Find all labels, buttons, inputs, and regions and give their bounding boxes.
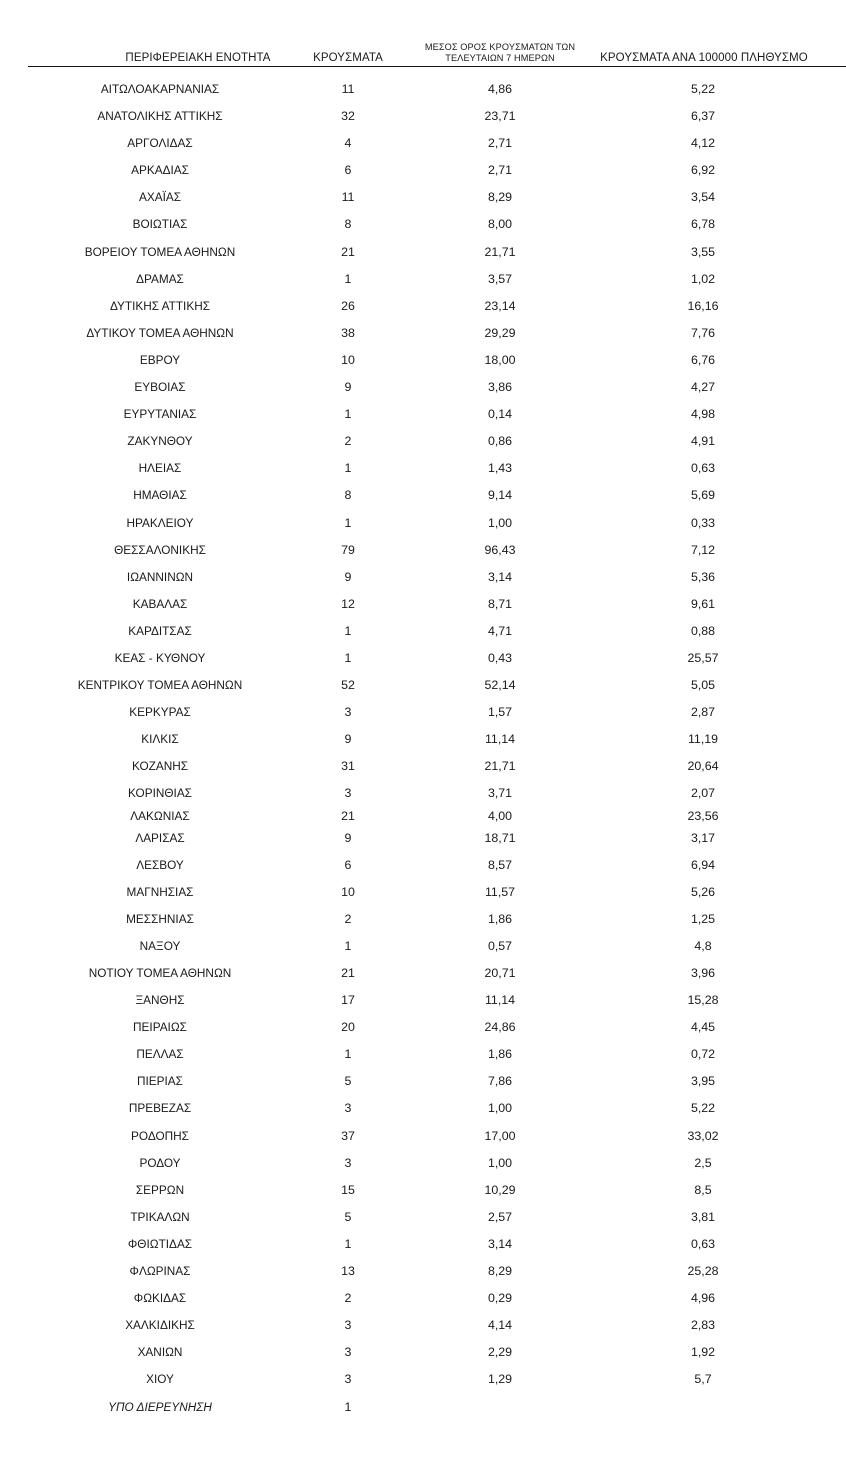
cell-region: ΠΕΙΡΑΙΩΣ (133, 1020, 187, 1035)
table-row (0, 645, 846, 672)
table-row (0, 933, 846, 960)
cell-region: ΔΥΤΙΚΗΣ ΑΤΤΙΚΗΣ (109, 298, 211, 313)
cell-avg7: 4,00 (487, 808, 513, 823)
table-row (0, 1258, 846, 1285)
cell-region: ΚΟΖΑΝΗΣ (131, 759, 189, 774)
cell-region: ΦΘΙΩΤΙΔΑΣ (127, 1236, 193, 1251)
table-body (0, 76, 846, 1421)
table-row (0, 239, 846, 266)
cell-region: ΛΑΚΩΝΙΑΣ (130, 808, 190, 823)
cell-avg7: 29,29 (484, 325, 516, 340)
table-row (0, 960, 846, 987)
cell-cases: 9 (344, 380, 352, 395)
cell-region: ΦΩΚΙΔΑΣ (133, 1291, 187, 1306)
cell-cases: 37 (341, 1128, 355, 1143)
cell-cases: 10 (341, 352, 355, 367)
cell-per100k: 15,28 (687, 993, 719, 1008)
cell-per100k: 3,17 (690, 830, 716, 845)
cell-cases: 21 (341, 244, 355, 259)
cell-per100k: 4,27 (690, 380, 716, 395)
cell-avg7: 18,00 (484, 352, 516, 367)
cell-region: ΕΥΒΟΙΑΣ (134, 380, 186, 395)
cell-avg7: 2,29 (487, 1345, 513, 1360)
table-row (0, 1231, 846, 1258)
cell-avg7: 3,14 (487, 1236, 513, 1251)
cell-cases: 2 (344, 911, 352, 926)
cell-region: ΠΡΕΒΕΖΑΣ (128, 1101, 192, 1116)
table-row (0, 591, 846, 618)
table-row (0, 699, 846, 726)
cell-region: ΦΛΩΡΙΝΑΣ (129, 1264, 191, 1279)
table-row (0, 1150, 846, 1177)
cell-avg7: 1,86 (487, 911, 513, 926)
table-row (0, 211, 846, 238)
cell-per100k: 9,61 (690, 596, 716, 611)
cell-avg7: 8,71 (487, 596, 513, 611)
cell-cases: 10 (341, 884, 355, 899)
table-row (0, 455, 846, 482)
cell-cases: 1 (344, 650, 352, 665)
header-region: ΠΕΡΙΦΕΡΕΙΑΚΗ ΕΝΟΤΗΤΑ (125, 52, 271, 64)
table-row (0, 157, 846, 184)
cell-cases: 32 (341, 109, 355, 124)
cell-region: ΚΕΡΚΥΡΑΣ (129, 705, 191, 720)
cell-avg7: 1,29 (487, 1372, 513, 1387)
cell-cases: 21 (341, 966, 355, 980)
cell-avg7: 21,71 (484, 244, 516, 259)
cell-avg7: 20,71 (484, 966, 516, 980)
table-row (0, 618, 846, 645)
cell-cases: 3 (344, 705, 352, 720)
table-row (0, 76, 846, 103)
cell-cases: 3 (344, 1155, 352, 1170)
table-row (0, 374, 846, 401)
cell-cases: 4 (344, 136, 352, 151)
cell-per100k: 11,19 (687, 732, 719, 747)
cell-per100k: 4,12 (690, 136, 716, 151)
cell-region: ΕΥΡΥΤΑΝΙΑΣ (123, 407, 197, 422)
cell-cases: 6 (344, 163, 352, 178)
cell-region: ΠΙΕΡΙΑΣ (137, 1074, 183, 1089)
cell-per100k: 5,22 (690, 82, 716, 96)
cell-region: ΝΑΞΟΥ (139, 938, 181, 953)
cell-avg7: 3,71 (487, 786, 513, 801)
cell-cases: 52 (341, 678, 355, 693)
cell-per100k: 1,92 (690, 1345, 716, 1360)
table-header (28, 38, 846, 67)
cell-region: ΗΡΑΚΛΕΙΟΥ (126, 515, 194, 530)
cell-avg7: 96,43 (484, 542, 516, 557)
cell-cases: 8 (344, 217, 352, 232)
cell-avg7: 1,43 (487, 461, 513, 476)
cell-avg7: 0,86 (487, 434, 513, 449)
cell-region: ΛΑΡΙΣΑΣ (135, 830, 185, 845)
cell-region: ΣΕΡΡΩΝ (135, 1182, 185, 1197)
cell-region: ΚΟΡΙΝΘΙΑΣ (128, 786, 192, 801)
cell-avg7: 8,00 (487, 217, 513, 232)
table-row (0, 130, 846, 157)
cell-cases: 1 (344, 938, 352, 953)
cell-region: ΧΙΟΥ (146, 1372, 174, 1387)
cell-avg7: 4,71 (487, 623, 513, 638)
cell-per100k: 3,95 (690, 1074, 716, 1089)
cell-region: ΝΟΤΙΟΥ ΤΟΜΕΑ ΑΘΗΝΩΝ (88, 966, 232, 980)
cell-per100k: 2,5 (694, 1155, 712, 1170)
cell-avg7: 8,57 (487, 857, 513, 872)
cell-cases: 2 (344, 434, 352, 449)
cell-per100k: 3,54 (690, 190, 716, 205)
cell-per100k: 0,63 (690, 1236, 716, 1251)
cell-avg7: 24,86 (484, 1020, 516, 1035)
cell-avg7: 7,86 (487, 1074, 513, 1089)
cell-region: ΗΜΑΘΙΑΣ (133, 488, 187, 503)
cell-per100k: 2,07 (690, 786, 716, 801)
cell-region: ΙΩΑΝΝΙΝΩΝ (126, 569, 194, 584)
cell-cases: 1 (344, 1399, 352, 1414)
cell-cases: 1 (344, 1236, 352, 1251)
cell-avg7: 3,14 (487, 569, 513, 584)
cell-region: ΛΕΣΒΟΥ (136, 857, 184, 872)
cell-cases: 31 (341, 759, 355, 774)
cell-cases: 21 (341, 808, 355, 823)
table-row (0, 672, 846, 699)
cell-region: ΑΡΓΟΛΙΔΑΣ (127, 136, 193, 151)
cell-cases: 9 (344, 732, 352, 747)
cell-cases: 5 (344, 1074, 352, 1089)
cell-cases: 9 (344, 569, 352, 584)
cell-avg7: 4,14 (487, 1318, 513, 1333)
table-row (0, 347, 846, 374)
table-row (0, 1041, 846, 1068)
cell-region: ΚΙΛΚΙΣ (141, 732, 179, 747)
cell-per100k: 4,91 (690, 434, 716, 449)
cell-region: ΡΟΔΟΠΗΣ (131, 1128, 189, 1143)
cell-cases: 1 (344, 1047, 352, 1062)
table-row (0, 320, 846, 347)
table-row (0, 1123, 846, 1150)
cell-per100k: 5,22 (690, 1101, 716, 1116)
cell-per100k: 5,7 (694, 1372, 712, 1387)
cell-region: ΑΡΚΑΔΙΑΣ (131, 163, 189, 178)
cell-region: ΡΟΔΟΥ (139, 1155, 181, 1170)
cell-region: ΠΕΛΛΑΣ (136, 1047, 184, 1062)
table-row (0, 906, 846, 933)
cell-per100k: 20,64 (687, 759, 719, 774)
cell-region: ΧΑΝΙΩΝ (137, 1345, 183, 1360)
cell-avg7: 9,14 (487, 488, 513, 503)
header-avg7-line2: ΤΕΛΕΥΤΑΙΩΝ 7 ΗΜΕΡΩΝ (445, 53, 555, 63)
cell-per100k: 5,05 (690, 678, 716, 693)
header-avg7-line1: ΜΕΣΟΣ ΟΡΟΣ ΚΡΟΥΣΜΑΤΩΝ ΤΩΝ (424, 42, 576, 52)
table-row (0, 266, 846, 293)
cell-avg7: 3,57 (487, 271, 513, 286)
cell-cases: 17 (341, 993, 355, 1008)
cell-avg7: 3,86 (487, 380, 513, 395)
cell-avg7: 1,86 (487, 1047, 513, 1062)
cell-region: ΗΛΕΙΑΣ (138, 461, 182, 476)
table-row (0, 825, 846, 852)
cell-avg7: 1,00 (487, 515, 513, 530)
cell-avg7: 4,86 (487, 82, 513, 96)
cell-per100k: 0,63 (690, 461, 716, 476)
cell-per100k: 4,96 (690, 1291, 716, 1306)
cell-cases: 6 (344, 857, 352, 872)
table-row (0, 1014, 846, 1041)
cell-cases: 2 (344, 1291, 352, 1306)
table-row (0, 428, 846, 455)
cell-cases: 12 (341, 596, 355, 611)
cell-avg7: 0,29 (487, 1291, 513, 1306)
cell-per100k: 4,98 (690, 407, 716, 422)
cell-avg7: 10,29 (484, 1182, 516, 1197)
cell-region: ΖΑΚΥΝΘΟΥ (127, 434, 193, 449)
cell-cases: 5 (344, 1209, 352, 1224)
cell-per100k: 2,87 (690, 705, 716, 720)
cell-region: ΚΕΑΣ - ΚΥΘΝΟΥ (114, 650, 206, 665)
cell-region: ΒΟΡΕΙΟΥ ΤΟΜΕΑ ΑΘΗΝΩΝ (84, 244, 236, 259)
cell-region: ΔΥΤΙΚΟΥ ΤΟΜΕΑ ΑΘΗΝΩΝ (86, 325, 234, 340)
cell-region: ΞΑΝΘΗΣ (135, 993, 185, 1008)
cell-avg7: 8,29 (487, 1264, 513, 1279)
cell-avg7: 1,00 (487, 1155, 513, 1170)
cell-avg7: 18,71 (484, 830, 516, 845)
cell-per100k: 7,12 (690, 542, 716, 557)
cell-region: ΜΕΣΣΗΝΙΑΣ (126, 911, 194, 926)
cell-avg7: 11,14 (484, 993, 516, 1008)
cell-per100k: 25,57 (687, 650, 719, 665)
cell-cases: 13 (341, 1264, 355, 1279)
cell-cases: 1 (344, 623, 352, 638)
cell-avg7: 17,00 (484, 1128, 516, 1143)
table-row (0, 1394, 846, 1421)
cell-cases: 15 (341, 1182, 355, 1197)
cell-per100k: 23,56 (687, 808, 719, 823)
cell-per100k: 5,36 (690, 569, 716, 584)
cell-per100k: 6,78 (690, 217, 716, 232)
cell-cases: 20 (341, 1020, 355, 1035)
cell-avg7: 11,14 (484, 732, 516, 747)
table-row (0, 103, 846, 130)
cell-avg7: 52,14 (484, 678, 516, 693)
table-row (0, 1285, 846, 1312)
table-row (0, 1204, 846, 1231)
cell-cases: 1 (344, 515, 352, 530)
cell-region: ΑΧΑΪΑΣ (138, 190, 182, 205)
table-row (0, 1095, 846, 1122)
cell-region: ΕΒΡΟΥ (139, 352, 181, 367)
cell-avg7: 0,43 (487, 650, 513, 665)
cell-per100k: 7,76 (690, 325, 716, 340)
table-row (0, 564, 846, 591)
cell-avg7: 1,00 (487, 1101, 513, 1116)
cell-per100k: 6,37 (690, 109, 716, 124)
cell-avg7: 23,14 (484, 298, 516, 313)
table-row (0, 753, 846, 780)
table-row (0, 1339, 846, 1366)
cell-cases: 3 (344, 1318, 352, 1333)
cell-per100k: 25,28 (687, 1264, 719, 1279)
cell-per100k: 4,45 (690, 1020, 716, 1035)
cell-avg7: 2,71 (487, 163, 513, 178)
header-per100k: ΚΡΟΥΣΜΑΤΑ ΑΝΑ 100000 ΠΛΗΘΥΣΜΟ (600, 52, 808, 64)
header-avg7 (415, 42, 585, 64)
cell-avg7: 23,71 (484, 109, 516, 124)
cell-region: ΥΠΟ ΔΙΕΡΕΥΝΗΣΗ (108, 1399, 212, 1414)
cell-per100k: 6,94 (690, 857, 716, 872)
table-row (0, 852, 846, 879)
cell-region: ΚΑΡΔΙΤΣΑΣ (128, 623, 192, 638)
cell-cases: 79 (341, 542, 355, 557)
cell-region: ΤΡΙΚΑΛΩΝ (130, 1209, 190, 1224)
table-row (0, 293, 846, 320)
table-row (0, 537, 846, 564)
cell-region: ΘΕΣΣΑΛΟΝΙΚΗΣ (114, 542, 206, 557)
cell-avg7: 21,71 (484, 759, 516, 774)
cell-per100k: 1,25 (690, 911, 716, 926)
cell-avg7: 1,57 (487, 705, 513, 720)
cell-cases: 3 (344, 1345, 352, 1360)
cell-per100k: 0,72 (690, 1047, 716, 1062)
cell-per100k: 2,83 (690, 1318, 716, 1333)
table-row (0, 184, 846, 211)
cell-per100k: 6,76 (690, 352, 716, 367)
cell-per100k: 4,8 (694, 938, 712, 953)
cell-avg7: 2,71 (487, 136, 513, 151)
cell-avg7: 11,57 (484, 884, 516, 899)
cell-cases: 38 (341, 325, 355, 340)
cell-avg7: 0,57 (487, 938, 513, 953)
table-row (0, 1068, 846, 1095)
table-row (0, 726, 846, 753)
cell-per100k: 3,96 (690, 966, 716, 980)
cell-region: ΔΡΑΜΑΣ (136, 271, 184, 286)
table-row (0, 482, 846, 509)
cell-cases: 8 (344, 488, 352, 503)
table-row (0, 987, 846, 1014)
cell-per100k: 16,16 (687, 298, 719, 313)
cell-region: ΑΝΑΤΟΛΙΚΗΣ ΑΤΤΙΚΗΣ (97, 109, 223, 124)
table-row (0, 510, 846, 537)
cell-cases: 26 (341, 298, 355, 313)
table-row (0, 780, 846, 807)
cell-cases: 1 (344, 407, 352, 422)
table-row (0, 1312, 846, 1339)
table-row (0, 1177, 846, 1204)
cell-region: ΚΕΝΤΡΙΚΟΥ ΤΟΜΕΑ ΑΘΗΝΩΝ (77, 678, 243, 693)
cell-avg7: 2,57 (487, 1209, 513, 1224)
cell-avg7: 0,14 (487, 407, 513, 422)
cell-region: ΒΟΙΩΤΙΑΣ (132, 217, 188, 232)
header-cases: ΚΡΟΥΣΜΑΤΑ (313, 52, 383, 64)
cell-per100k: 8,5 (694, 1182, 712, 1197)
cell-cases: 1 (344, 461, 352, 476)
cell-region: ΑΙΤΩΛΟΑΚΑΡΝΑΝΙΑΣ (100, 82, 220, 96)
table-row (0, 1366, 846, 1393)
cell-per100k: 6,92 (690, 163, 716, 178)
table-row (0, 808, 846, 825)
cell-per100k: 5,26 (690, 884, 716, 899)
table-row (0, 879, 846, 906)
cell-cases: 1 (344, 271, 352, 286)
cell-cases: 11 (341, 190, 355, 205)
cell-per100k: 5,69 (690, 488, 716, 503)
cell-cases: 11 (341, 82, 355, 96)
cell-cases: 3 (344, 1372, 352, 1387)
cell-per100k: 3,55 (690, 244, 716, 259)
cell-per100k: 3,81 (690, 1209, 716, 1224)
cell-region: ΜΑΓΝΗΣΙΑΣ (126, 884, 194, 899)
cell-per100k: 0,33 (690, 515, 716, 530)
cell-cases: 3 (344, 1101, 352, 1116)
cell-per100k: 33,02 (687, 1128, 719, 1143)
cell-per100k: 0,88 (690, 623, 716, 638)
cell-region: ΧΑΛΚΙΔΙΚΗΣ (125, 1318, 195, 1333)
cell-region: ΚΑΒΑΛΑΣ (132, 596, 188, 611)
cell-cases: 9 (344, 830, 352, 845)
cell-cases: 3 (344, 786, 352, 801)
cell-per100k: 1,02 (690, 271, 716, 286)
table-row (0, 401, 846, 428)
cell-avg7: 8,29 (487, 190, 513, 205)
